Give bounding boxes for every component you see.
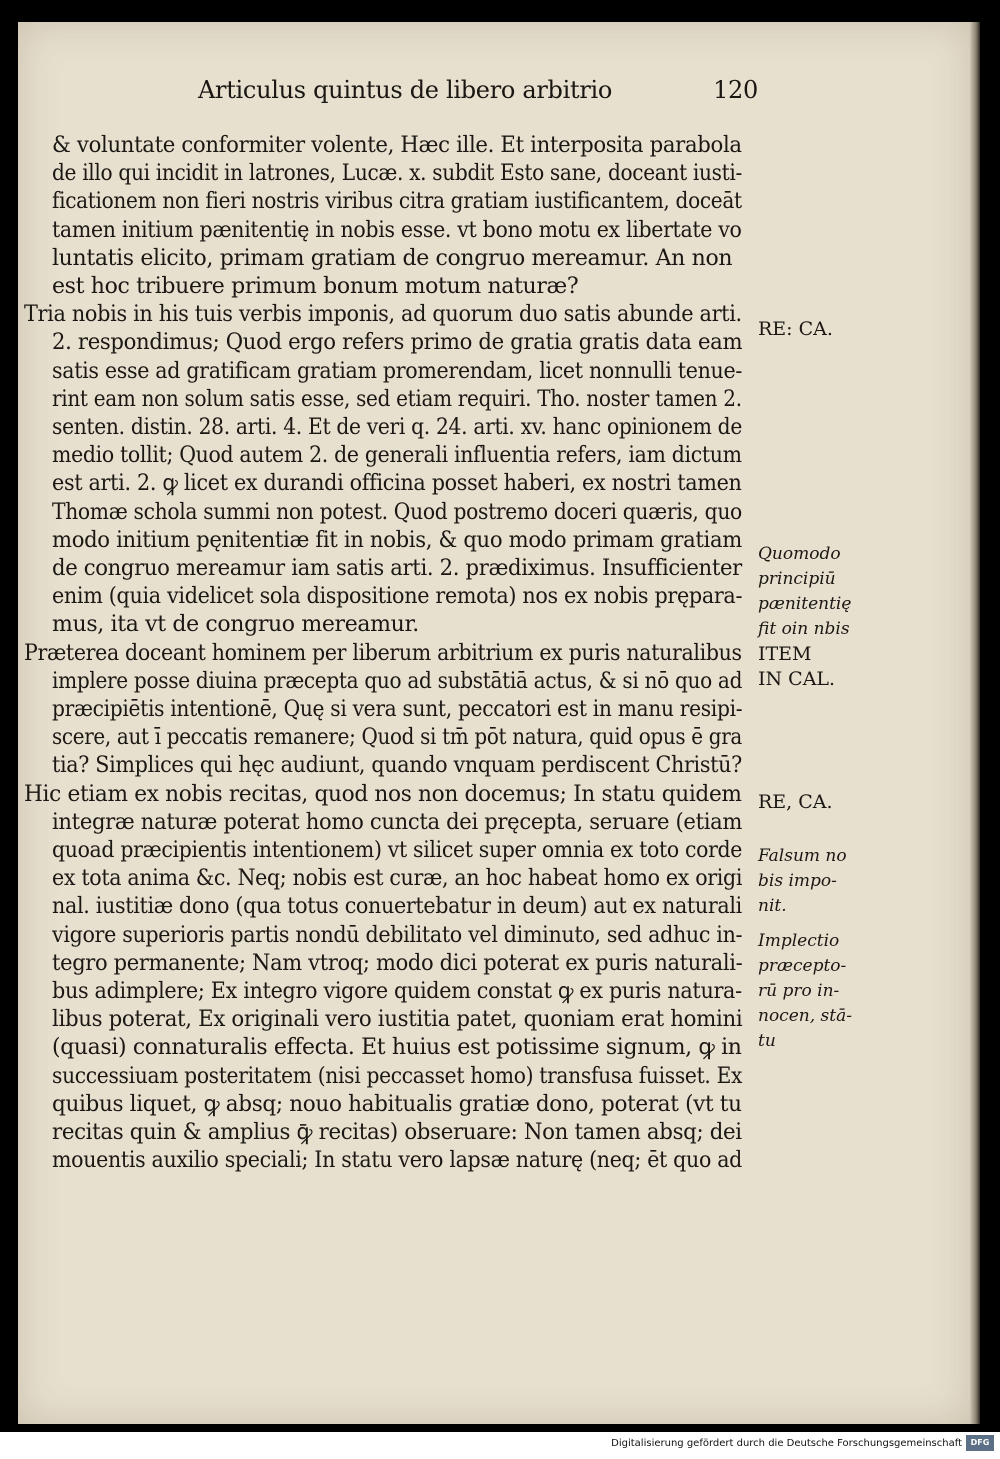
text-line: mus, ita vt de congruo mereamur. xyxy=(52,612,419,638)
margin-note: tu xyxy=(758,1031,776,1051)
margin-note: Quomodo xyxy=(758,544,841,564)
footer-bar xyxy=(0,1432,1000,1459)
text-line: & voluntate conformiter volente, Hæc ille. Et interposita parabola xyxy=(52,133,742,158)
text-line: recitas quin & amplius ꝙ̄ recitas) obseruare: Non tamen absq; dei xyxy=(52,1120,742,1145)
text-line: vigore superioris partis nondū debilitato vel diminuto, sed adhuc in- xyxy=(52,922,743,948)
text-line: quoad præcipientis intentionem) vt silicet super omnia ex toto corde xyxy=(52,838,743,863)
text-line: præcipiētis intentionē, Quę si vera sunt, peccatori est in manu resipi- xyxy=(52,697,743,722)
text-line: modo initium pęnitentiæ fit in nobis, & quo modo primam gratiam xyxy=(52,527,742,553)
margin-note: rū pro in- xyxy=(758,981,840,1001)
text-line: medio tollit; Quod autem 2. de generali influentia refers, iam dictum xyxy=(52,443,742,469)
text-line: de congruo mereamur iam satis arti. 2. prædiximus. Insufficienter xyxy=(52,556,742,581)
text-line: Præterea doceant hominem per liberum arbitrium ex puris naturalibus xyxy=(24,640,742,666)
margin-note: Implectio xyxy=(758,931,840,951)
margin-notes xyxy=(18,22,970,1424)
text-line: quibus liquet, ꝙ absq; nouo habitualis gratiæ dono, poterat (vt tu xyxy=(52,1091,742,1117)
text-line: bus adimplere; Ex integro vigore quidem constat ꝙ ex puris natura- xyxy=(52,979,742,1004)
text-line: Tria nobis in his tuis verbis imponis, ad quorum duo satis abunde arti. xyxy=(24,302,742,328)
text-line: implere posse diuina præcepta quo ad substātiā actus, & si nō quo ad xyxy=(52,668,743,694)
dfg-logo: DFG xyxy=(966,1435,994,1451)
text-line: nal. iustitiæ dono (qua totus conuertebatur in deum) aut ex naturali xyxy=(52,894,742,920)
margin-note: RE, CA. xyxy=(758,791,833,813)
page-edge xyxy=(970,22,980,1424)
footer-credit: Digitalisierung gefördert durch die Deutsche Forschungsgemeinschaft xyxy=(611,1438,962,1449)
folio-number: 120 xyxy=(713,76,758,104)
text-line: Hic etiam ex nobis recitas, quod nos non docemus; In statu quidem xyxy=(24,781,742,807)
text-line: successiuam posteritatem (nisi peccasset homo) transfusa fuisset. Ex xyxy=(52,1063,743,1089)
text-line: tegro permanente; Nam vtroq; modo dici poterat ex puris naturali- xyxy=(52,950,743,976)
text-line: libus poterat, Ex originali vero iustitia patet, quoniam erat homini xyxy=(52,1007,743,1033)
text-line: Thomæ schola summi non potest. Quod postremo doceri quæris, quo xyxy=(52,499,742,525)
text-line: rint eam non solum satis esse, sed etiam requiri. Tho. noster tamen 2. xyxy=(52,386,742,412)
text-line: senten. distin. 28. arti. 4. Et de veri q. 24. arti. xv. hanc opinionem de xyxy=(52,415,742,440)
text-line: tamen initium pænitentię in nobis esse. vt bono motu ex libertate vo xyxy=(52,217,742,243)
text-line: de illo qui incidit in latrones, Lucæ. x. subdit Esto sane, doceant iusti- xyxy=(52,161,743,187)
header-title: Articulus quintus de libero arbitrio xyxy=(198,76,613,104)
text-line: scere, aut ī peccatis remanere; Quod si tm̄ pōt natura, quid opus ē gra xyxy=(52,725,742,751)
margin-note: nit. xyxy=(758,896,787,916)
text-line: luntatis elicito, primam gratiam de congruo mereamur. An non xyxy=(52,245,733,271)
margin-note: præcepto- xyxy=(758,956,847,976)
book-page xyxy=(18,22,970,1424)
text-line: ex tota anima &c. Neq; nobis est curæ, an hoc habeat homo ex origi xyxy=(52,866,743,892)
text-line: 2. respondimus; Quod ergo refers primo de gratia gratis data eam xyxy=(52,330,743,356)
text-line: est arti. 2. ꝙ licet ex durandi officina posset haberi, ex nostri tamen xyxy=(52,471,742,497)
text-line: mouentis auxilio speciali; In statu vero lapsæ naturę (neq; ēt quo ad xyxy=(52,1148,742,1174)
text-line: satis esse ad gratificam gratiam promerendam, licet nonnulli tenue- xyxy=(52,358,742,384)
margin-note: ITEM xyxy=(758,643,812,665)
margin-note: nocen, stā- xyxy=(758,1006,852,1026)
margin-note: RE: CA. xyxy=(758,318,833,340)
margin-note: IN CAL. xyxy=(758,668,836,690)
text-line: integræ naturæ poterat homo cuncta dei pręcepta, seruare (etiam xyxy=(52,809,743,835)
margin-note: fit oin nbis xyxy=(758,619,850,639)
margin-note: Falsum no xyxy=(758,846,847,866)
text-line: ficationem non fieri nostris viribus citra gratiam iustificantem, doceāt xyxy=(52,189,742,215)
text-line: tia? Simplices qui hęc audiunt, quando vnquam perdiscent Christū? xyxy=(52,753,742,779)
margin-note: pænitentię xyxy=(758,594,852,614)
text-line: est hoc tribuere primum bonum motum naturæ? xyxy=(52,274,579,299)
margin-note: bis impo- xyxy=(758,871,837,891)
text-line: enim (quia videlicet sola dispositione remota) nos ex nobis prępara- xyxy=(52,584,743,610)
text-line: (quasi) connaturalis effecta. Et huius est potissime signum, ꝙ in xyxy=(52,1035,742,1061)
margin-note: principiū xyxy=(758,569,836,589)
